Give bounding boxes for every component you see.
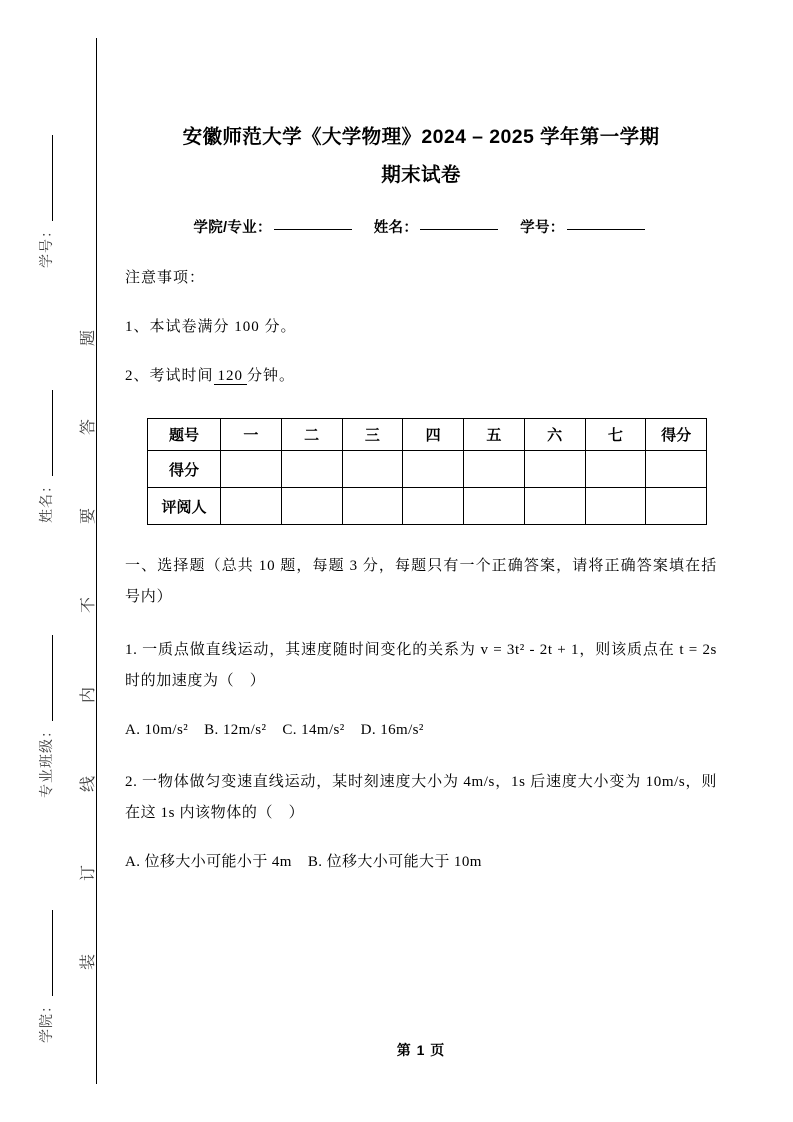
question-1-number: 1. xyxy=(125,642,138,658)
table-row xyxy=(148,488,707,525)
page-title xyxy=(125,118,717,194)
score-table-header-cell: 三 xyxy=(342,419,403,451)
score-table-header-cell: 四 xyxy=(403,419,464,451)
score-cell[interactable] xyxy=(585,451,646,488)
score-cell[interactable] xyxy=(281,451,342,488)
option-c[interactable]: C. 14m/s² xyxy=(282,722,345,738)
score-cell[interactable] xyxy=(342,451,403,488)
grader-cell[interactable] xyxy=(585,488,646,525)
score-cell[interactable] xyxy=(464,451,525,488)
score-cell[interactable] xyxy=(524,451,585,488)
grader-cell[interactable] xyxy=(524,488,585,525)
margin-field-label: 专业班级： xyxy=(40,723,55,798)
score-table-header-cell: 题号 xyxy=(148,419,221,451)
student-id-label: 学号： xyxy=(520,220,565,236)
score-table-header-cell: 一 xyxy=(221,419,282,451)
sealing-char: 订 xyxy=(79,864,97,881)
student-id-input[interactable] xyxy=(567,216,645,230)
student-identity-row xyxy=(125,216,717,237)
sealing-char: 题 xyxy=(79,329,97,347)
grader-cell[interactable] xyxy=(342,488,403,525)
grader-cell[interactable] xyxy=(646,488,707,525)
question-1-stem xyxy=(125,635,717,697)
question-2-text: 一物体做匀变速直线运动，某时刻速度大小为 4m/s，1s 后速度大小变为 10m/s，则在这 1s 内该物体的（ ） xyxy=(125,774,717,821)
notes-item-2-suffix: 分钟。 xyxy=(247,368,296,384)
notes-heading: 注意事项： xyxy=(125,270,206,286)
sealing-char: 要 xyxy=(79,508,97,525)
sealing-char: 装 xyxy=(79,953,97,970)
margin-field-label: 学院： xyxy=(40,998,55,1043)
grader-cell[interactable] xyxy=(403,488,464,525)
option-a[interactable]: A. 10m/s² xyxy=(125,722,189,738)
margin-field-college xyxy=(36,910,56,1043)
score-row-label: 评阅人 xyxy=(148,488,221,525)
score-cell[interactable] xyxy=(646,451,707,488)
margin-field-blank[interactable] xyxy=(52,135,53,221)
score-cell[interactable] xyxy=(221,451,282,488)
title-line-1: 安徽师范大学《大学物理》2024 – 2025 学年第一学期 xyxy=(182,126,660,148)
grader-cell[interactable] xyxy=(464,488,525,525)
sealing-line-characters xyxy=(74,330,104,970)
title-line-2: 期末试卷 xyxy=(381,164,461,186)
notes-item-1: 1、本试卷满分 100 分。 xyxy=(125,319,297,335)
exam-duration-value: 120 xyxy=(214,369,248,385)
sealing-char: 线 xyxy=(79,775,97,792)
name-input[interactable] xyxy=(420,216,498,230)
margin-field-blank[interactable] xyxy=(52,390,53,476)
question-2-number: 2. xyxy=(125,774,138,790)
option-b[interactable]: B. 12m/s² xyxy=(204,722,267,738)
margin-field-label: 姓名： xyxy=(40,478,55,523)
margin-field-name xyxy=(36,390,56,523)
sealing-margin-fields xyxy=(20,38,68,1084)
name-label: 姓名： xyxy=(373,220,419,236)
score-cell[interactable] xyxy=(403,451,464,488)
margin-field-class xyxy=(36,635,56,798)
score-table-header-cell: 六 xyxy=(524,419,585,451)
question-1-text: 一质点做直线运动，其速度随时间变化的关系为 v = 3t² - 2t + 1，则该质点在 t = 2s 时的加速度为（ ） xyxy=(125,642,717,689)
page-footer xyxy=(125,1040,717,1060)
margin-field-student-id xyxy=(36,135,56,268)
table-row xyxy=(148,451,707,488)
margin-field-blank[interactable] xyxy=(52,635,53,721)
question-1-options xyxy=(125,715,717,745)
option-d[interactable]: D. 16m/s² xyxy=(360,722,424,738)
sealing-char: 不 xyxy=(79,597,97,614)
grader-cell[interactable] xyxy=(221,488,282,525)
margin-field-blank[interactable] xyxy=(52,910,53,996)
notes-item-2-prefix: 2、考试时间 xyxy=(125,368,214,384)
margin-field-label: 学号： xyxy=(40,223,55,268)
question-2-stem xyxy=(125,767,717,829)
section-1-heading: 一、选择题（总共 10 题，每题 3 分，每题只有一个正确答案，请将正确答案填在括号内） xyxy=(125,558,717,605)
score-table-header-cell: 五 xyxy=(464,419,525,451)
score-table-header-cell: 二 xyxy=(281,419,342,451)
paper-content xyxy=(125,0,717,1122)
question-2-options xyxy=(125,847,717,877)
option-a[interactable]: A. 位移大小可能小于 4m xyxy=(125,854,292,870)
college-major-input[interactable] xyxy=(274,216,352,230)
grader-cell[interactable] xyxy=(281,488,342,525)
college-major-label: 学院/专业： xyxy=(193,220,272,236)
sealing-char: 答 xyxy=(79,419,97,436)
option-b[interactable]: B. 位移大小可能大于 10m xyxy=(307,854,482,870)
sealing-char: 内 xyxy=(79,686,97,703)
score-row-label: 得分 xyxy=(148,451,221,488)
page-number-label: 第 1 页 xyxy=(396,1042,446,1058)
table-row-header xyxy=(148,419,707,451)
notes-item-2 xyxy=(125,369,717,385)
score-table-header-cell: 得分 xyxy=(646,419,707,451)
score-table-header-cell: 七 xyxy=(585,419,646,451)
score-table xyxy=(147,418,707,525)
